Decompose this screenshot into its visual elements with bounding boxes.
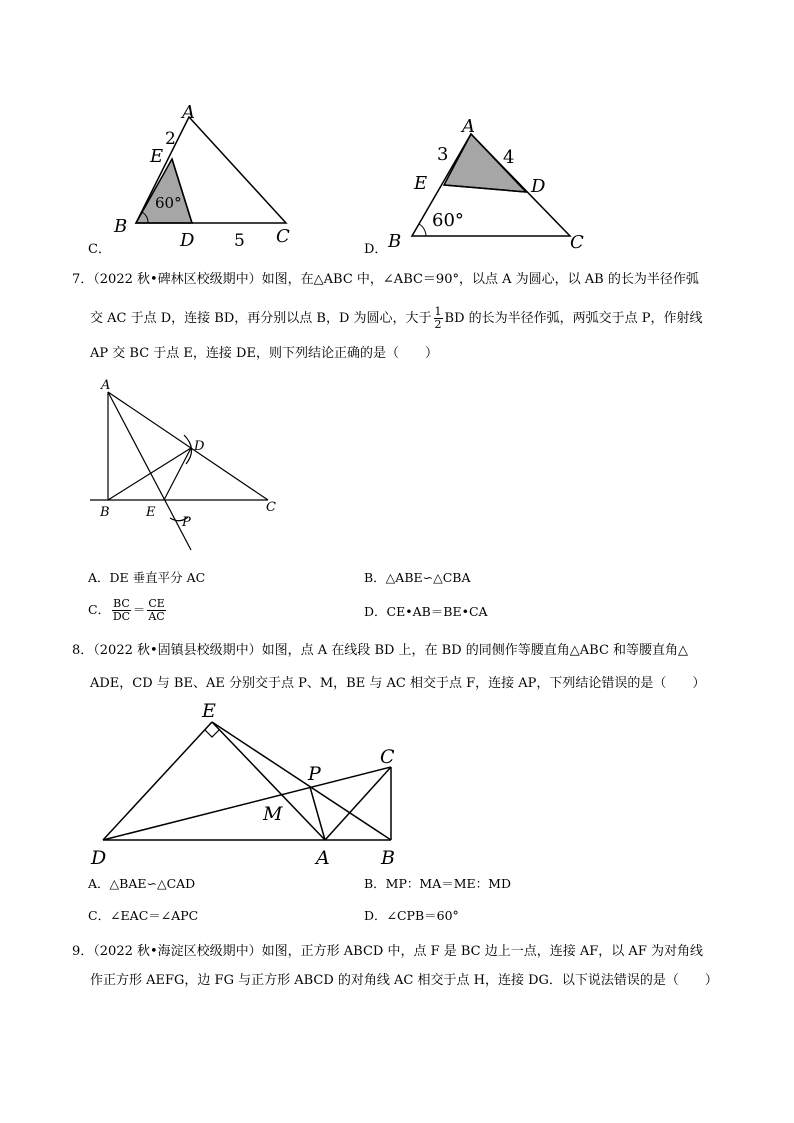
q8-label-P: P bbox=[308, 763, 321, 785]
q7-line-3: AP 交 BC 于点 E，连接 DE，则下列结论正确的是（ ） bbox=[90, 346, 438, 361]
q7-option-a[interactable]: A．DE 垂直平分 AC bbox=[88, 570, 206, 585]
fig-d-label-D: D bbox=[531, 176, 546, 197]
fig-d-label-A: A bbox=[462, 116, 475, 137]
q8-label-D: D bbox=[91, 847, 107, 869]
q7-label-B: B bbox=[100, 505, 110, 520]
fig-c-label-E: E bbox=[150, 146, 164, 167]
q8-label-B: B bbox=[381, 847, 395, 869]
q7-line-2 bbox=[90, 306, 703, 331]
fig-d-label-C: C bbox=[570, 232, 584, 253]
q8-label-M: M bbox=[263, 803, 283, 825]
q8-option-b[interactable]: B．MP：MA＝ME：MD bbox=[364, 876, 511, 891]
q7-line-2-pre: 交 AC 于点 D，连接 BD，再分别以点 B，D 为圆心，大于 bbox=[90, 311, 432, 326]
q7-label-A: A bbox=[101, 378, 111, 393]
fig-c-len-DC: 5 bbox=[234, 231, 245, 251]
fig-d-angle: 60° bbox=[432, 210, 464, 231]
fig-d-len-AE: 3 bbox=[437, 144, 449, 165]
q8-figure bbox=[88, 700, 408, 870]
q7-label-C: C bbox=[266, 500, 276, 515]
q7-line-2-post: BD 的长为半径作弧，两弧交于点 P，作射线 bbox=[444, 311, 703, 326]
q8-label-A: A bbox=[316, 847, 330, 869]
fig-c-angle: 60° bbox=[155, 194, 182, 212]
q7-fraction-half: $\frac{1}{2}$ bbox=[434, 305, 442, 331]
q6-option-d[interactable] bbox=[364, 110, 604, 260]
fig-c-label-A: A bbox=[182, 102, 195, 123]
q6-option-c[interactable] bbox=[88, 100, 318, 260]
q8-option-a[interactable]: A．△BAE∽△CAD bbox=[88, 876, 196, 891]
q6-figure-c bbox=[88, 100, 318, 260]
q9-line-2: 作正方形 AEFG，边 FG 与正方形 ABCD 的对角线 AC 相交于点 H，连接 DG．以下说法错误的是（ ） bbox=[90, 973, 718, 988]
option-d-letter: D． bbox=[364, 242, 388, 257]
option-c-letter: C． bbox=[88, 242, 111, 257]
q7-option-c[interactable]: C． $\frac{BC}{DC}$ ＝ $\frac{CE}{AC}$ bbox=[88, 597, 165, 623]
q6-figure-d bbox=[364, 110, 604, 260]
q7-line-1: 7．（2022 秋•碑林区校级期中）如图，在△ABC 中，∠ABC＝90°，以点 A 为圆心，以 AB 的长为半径作弧 bbox=[72, 272, 699, 287]
q7-label-D: D bbox=[194, 439, 205, 454]
fig-d-len-AD: 4 bbox=[503, 147, 515, 168]
fig-d-label-E: E bbox=[414, 173, 428, 194]
q8-line-2: ADE，CD 与 BE、AE 分别交于点 P、M，BE 与 AC 相交于点 F，连接 AP，下列结论错误的是（ ） bbox=[90, 676, 706, 691]
q7-optc-frac-2: $\frac{CE}{AC}$ bbox=[148, 597, 165, 623]
q7-optc-frac-1: $\frac{BC}{DC}$ bbox=[112, 597, 131, 623]
q8-label-C: C bbox=[380, 746, 395, 768]
q7-label-P: P bbox=[182, 515, 191, 530]
fig-c-label-D: D bbox=[180, 230, 195, 251]
q7-label-E: E bbox=[146, 505, 156, 520]
fig-c-len-AE: 2 bbox=[165, 129, 176, 149]
q7-option-d[interactable]: D．CE•AB＝BE•CA bbox=[364, 604, 488, 619]
fig-d-label-B: B bbox=[388, 231, 402, 252]
q7-option-b[interactable]: B．△ABE∽△CBA bbox=[364, 570, 471, 585]
fig-c-label-C: C bbox=[276, 226, 290, 247]
q8-option-d[interactable]: D．∠CPB＝60° bbox=[364, 908, 459, 923]
q7-figure bbox=[88, 372, 298, 552]
q8-option-c[interactable]: C．∠EAC＝∠APC bbox=[88, 908, 199, 923]
q9-line-1: 9．（2022 秋•海淀区校级期中）如图，正方形 ABCD 中，点 F 是 BC 边上一点，连接 AF，以 AF 为对角线 bbox=[72, 944, 703, 959]
fig-c-label-B: B bbox=[114, 216, 128, 237]
q8-label-E: E bbox=[202, 700, 216, 722]
q8-line-1: 8．（2022 秋•固镇县校级期中）如图，点 A 在线段 BD 上，在 BD 的同侧作等腰直角△ABC 和等腰直角△ bbox=[72, 643, 689, 658]
